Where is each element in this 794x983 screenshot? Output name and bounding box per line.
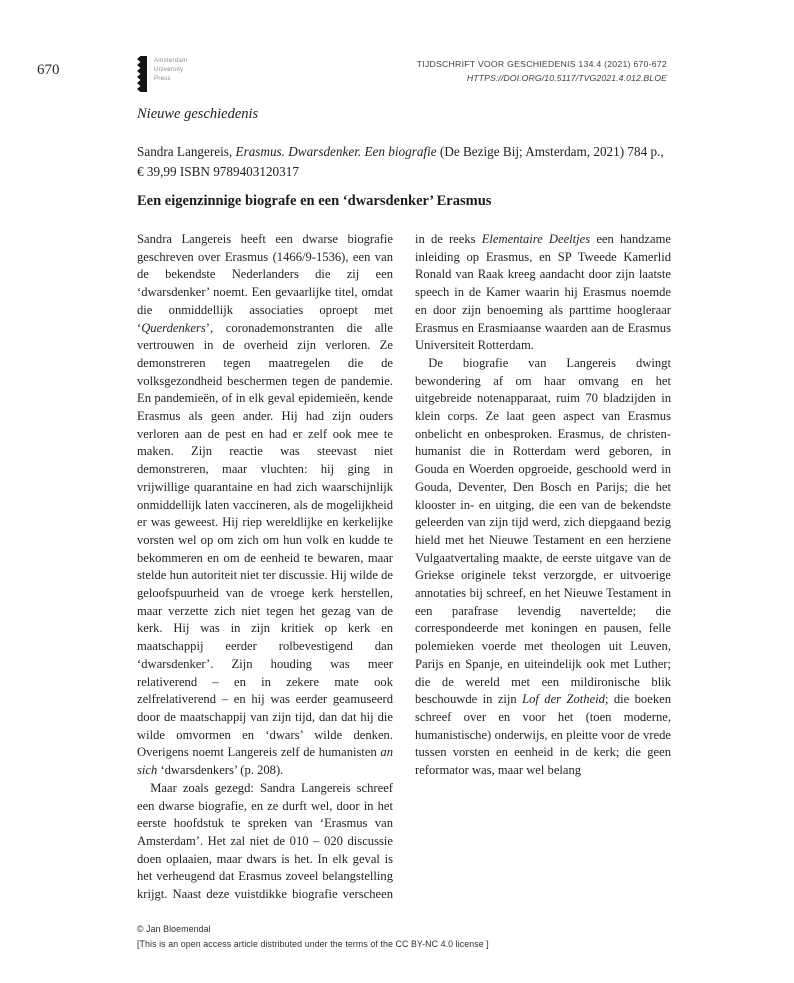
- body-paragraph: Sandra Langereis heeft een dwarse biografie geschreven over Erasmus (1466/9-1536), een van de bekendste Nederlanders die zij een ‘dwarsdenker’ noemt. Een gevaarlijke titel, omdat die onmiddellijk associaties oproept met ‘Querdenkers’, coronademonstranten die alle vertrouwen in de overheid zijn verloren. Ze demonstreren tegen maatregelen die de volksgezondheid beschermen tegen de pandemie. En pandemieën, of in elk geval epidemieën, kende Erasmus als geen ander. Hij had zijn ouders verloren aan de pest en had er zelf ook mee te maken. Zijn reactie was steevast niet demonstreren, maar vluchten: hij ging in vrijwillige quarantaine en had zich waarschijnlijk onmiddellijk laten vaccineren, als de mogelijkheid er was geweest. Hij riep wereldlijke en kerkelijke vorsten wel op om zich om hun volk en kudde te bekommeren en om de eenheid te bewaren, maar stelde hun autoriteit niet ter discussie. Hij wilde de geloofspuurheid van de vroege kerk herstellen, maar verzette zich niet tegen het gezag van de kerk. Hij was in zijn kritiek op kerk en maatschappij eerder rolbevestigend dan ‘dwarsdenker’. Zijn houding was meer relativerend – en in zekere mate ook zelfrelativerend – en hij was eerder geamuseerd door de maatschappij van zijn tijd, dan dat hij die wilde omvormen en ‘dwars’ wilde denken. Overigens noemt Langereis zelf de humanisten an sich ‘dwarsdenkers’ (p. 208).: [137, 232, 393, 778]
- journal-header: [417, 57, 667, 85]
- publisher-name-line1: Amsterdam: [154, 58, 188, 64]
- license-line: [This is an open access article distributed under the terms of the CC BY-NC 4.0 license ]: [137, 939, 489, 949]
- book-citation: Sandra Langereis, Erasmus. Dwarsdenker. Een biografie (De Bezige Bij; Amsterdam, 2021) 784 p., € 39,99 ISBN 9789403120317: [137, 144, 664, 179]
- journal-issue-line: TIJDSCHRIFT VOOR GESCHIEDENIS 134.4 (2021) 670-672: [416, 59, 667, 69]
- review-body: [137, 231, 671, 919]
- doi-line: HTTPS://DOI.ORG/10.5117/TVG2021.4.012.BLOE: [466, 73, 667, 83]
- section-label: Nieuwe geschiedenis: [137, 106, 259, 122]
- page-footer: [137, 922, 489, 952]
- amsterdam-university-press-logo-icon: [137, 56, 147, 92]
- body-paragraph: De biografie van Langereis dwingt bewondering af om haar omvang en het uitgebreide notenapparaat, ruim 70 bladzijden in klein corps. Ze laat geen aspect van Erasmus onbelicht en onbesproken. Erasmus, de christen-humanist die in Rotterdam werd geboren, in Gouda en Woerden opgroeide, geschoold werd in Gouda, Deventer, Den Bosch en Parijs; die het klooster in- en uitging, die een van de bekendste geleerden van zijn tijd werd, zich diepgaand bezig hield met het Nieuwe Testament en een herziene Vulgaatvertaling maakte, de eerste uitgave van de Griekse originele tekst verzorgde, er uitvoerige annotaties bij schreef, en het Nieuwe Testament in een parafrase levendig navertelde; die correspondeerde met koningen en pausen, felle polemieken voerde met theologen uit Leuven, Parijs en Spanje, en uiteindelijk ook met Luther; die de wereld met een mildironische blik beschouwde in zijn Lof der Zotheid; die boeken schreef over en voor het (toen moderne, humanistische) onderwijs, en pleitte voor de vrede tussen vorsten en eenheid in de kerk; die geen reformator was, maar wel belang: [415, 355, 671, 778]
- publisher-name: [154, 56, 187, 84]
- publisher-logo: [137, 56, 187, 92]
- body-paragraph: Maar zoals gezegd: Sandra Langereis schreef een dwarse biografie, en ze durft wel, door in het eerste hoofdstuk te spreken van ‘Erasmus van Amsterdam’. Het zal niet de 010 – 020 discussie doen oplaaien, maar dwars is het. In elk geval is het verheugend dat Erasmus zoveel belangstelling krijgt. Naast deze vuistdikke biografie verscheen in de reeks Elementaire Deeltjes een handzame inleiding op Erasmus, en SP Tweede Kamerlid Ronald van Raak kreeg aandacht door zijn laatste speech in de Kamer waarin hij Erasmus noemde en door zijn benoeming als parttime hoogleraar Erasmus en Erasmiaanse waarden aan de Erasmus Universiteit Rotterdam.: [137, 232, 671, 902]
- copyright-line: © Jan Bloemendal: [137, 924, 211, 934]
- publisher-name-line2: University: [154, 67, 184, 73]
- page-number: 670: [37, 62, 60, 78]
- publisher-name-line3: Press: [154, 76, 171, 82]
- review-title: Een eigenzinnige biografe en een ‘dwarsdenker’ Erasmus: [137, 193, 492, 209]
